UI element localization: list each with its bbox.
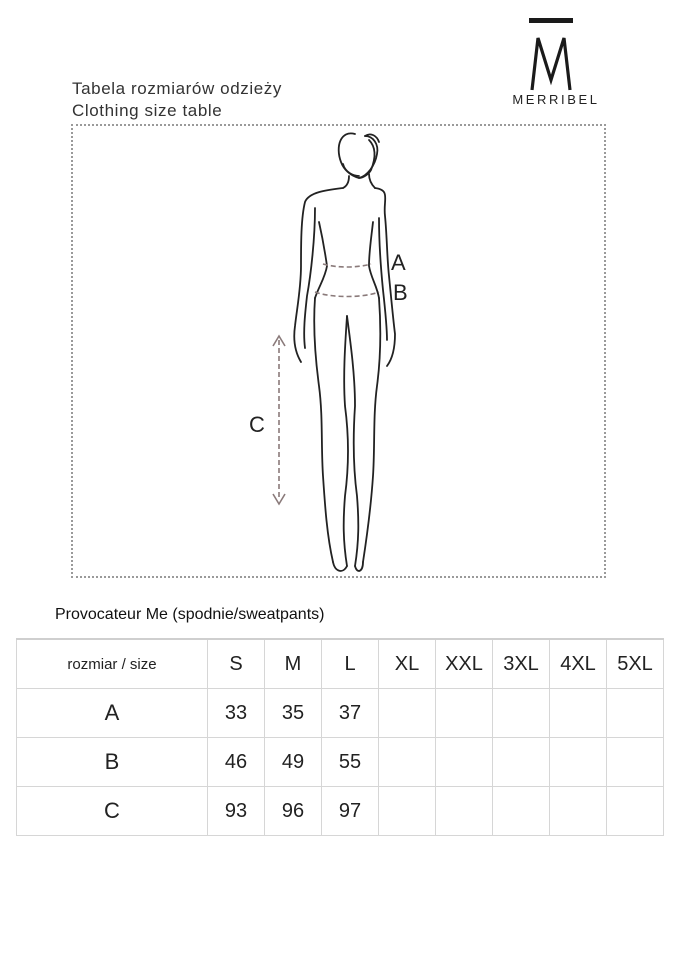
- size-col-header: S: [208, 639, 265, 689]
- table-row: [17, 787, 664, 836]
- table-cell: 33: [208, 689, 265, 738]
- size-col-header: 5XL: [607, 639, 664, 689]
- brand-logo: [500, 12, 612, 112]
- table-cell: [550, 787, 607, 836]
- table-cell: 46: [208, 738, 265, 787]
- table-cell: [607, 738, 664, 787]
- size-header-row: [17, 639, 664, 689]
- table-cell: 96: [265, 787, 322, 836]
- table-cell: [379, 787, 436, 836]
- size-table: [16, 638, 664, 836]
- table-cell: [550, 689, 607, 738]
- table-cell: [607, 689, 664, 738]
- size-col-header: L: [322, 639, 379, 689]
- row-label: C: [17, 787, 208, 836]
- size-col-header: 3XL: [493, 639, 550, 689]
- label-a: A: [391, 250, 406, 275]
- measurement-diagram: [71, 124, 606, 578]
- size-col-header: M: [265, 639, 322, 689]
- title-polish: Tabela rozmiarów odzieży: [72, 79, 282, 98]
- table-cell: 93: [208, 787, 265, 836]
- table-cell: [436, 689, 493, 738]
- table-row: [17, 689, 664, 738]
- product-title: Provocateur Me (spodnie/sweatpants): [55, 606, 325, 623]
- table-cell: 37: [322, 689, 379, 738]
- table-cell: [379, 738, 436, 787]
- size-header-label: rozmiar / size: [17, 639, 208, 689]
- table-cell: 97: [322, 787, 379, 836]
- size-col-header: XL: [379, 639, 436, 689]
- measure-line-b: [315, 292, 379, 297]
- merribel-logo-icon: [520, 18, 582, 98]
- size-col-header: XXL: [436, 639, 493, 689]
- brand-name: MERRIBEL: [512, 92, 600, 107]
- table-cell: [493, 787, 550, 836]
- measure-line-c: [273, 336, 285, 504]
- table-cell: [607, 787, 664, 836]
- table-cell: [550, 738, 607, 787]
- body-figure-illustration: [73, 126, 604, 576]
- table-row: [17, 738, 664, 787]
- row-label: A: [17, 689, 208, 738]
- table-cell: [379, 689, 436, 738]
- size-col-header: 4XL: [550, 639, 607, 689]
- label-b: B: [393, 280, 408, 305]
- table-cell: [493, 689, 550, 738]
- row-label: B: [17, 738, 208, 787]
- table-cell: 35: [265, 689, 322, 738]
- table-cell: [493, 738, 550, 787]
- table-cell: 55: [322, 738, 379, 787]
- title-english: Clothing size table: [72, 101, 223, 120]
- table-cell: [436, 787, 493, 836]
- measure-line-a: [323, 264, 371, 267]
- label-c: C: [249, 412, 265, 437]
- size-chart-title: [72, 78, 282, 122]
- table-cell: [436, 738, 493, 787]
- table-cell: 49: [265, 738, 322, 787]
